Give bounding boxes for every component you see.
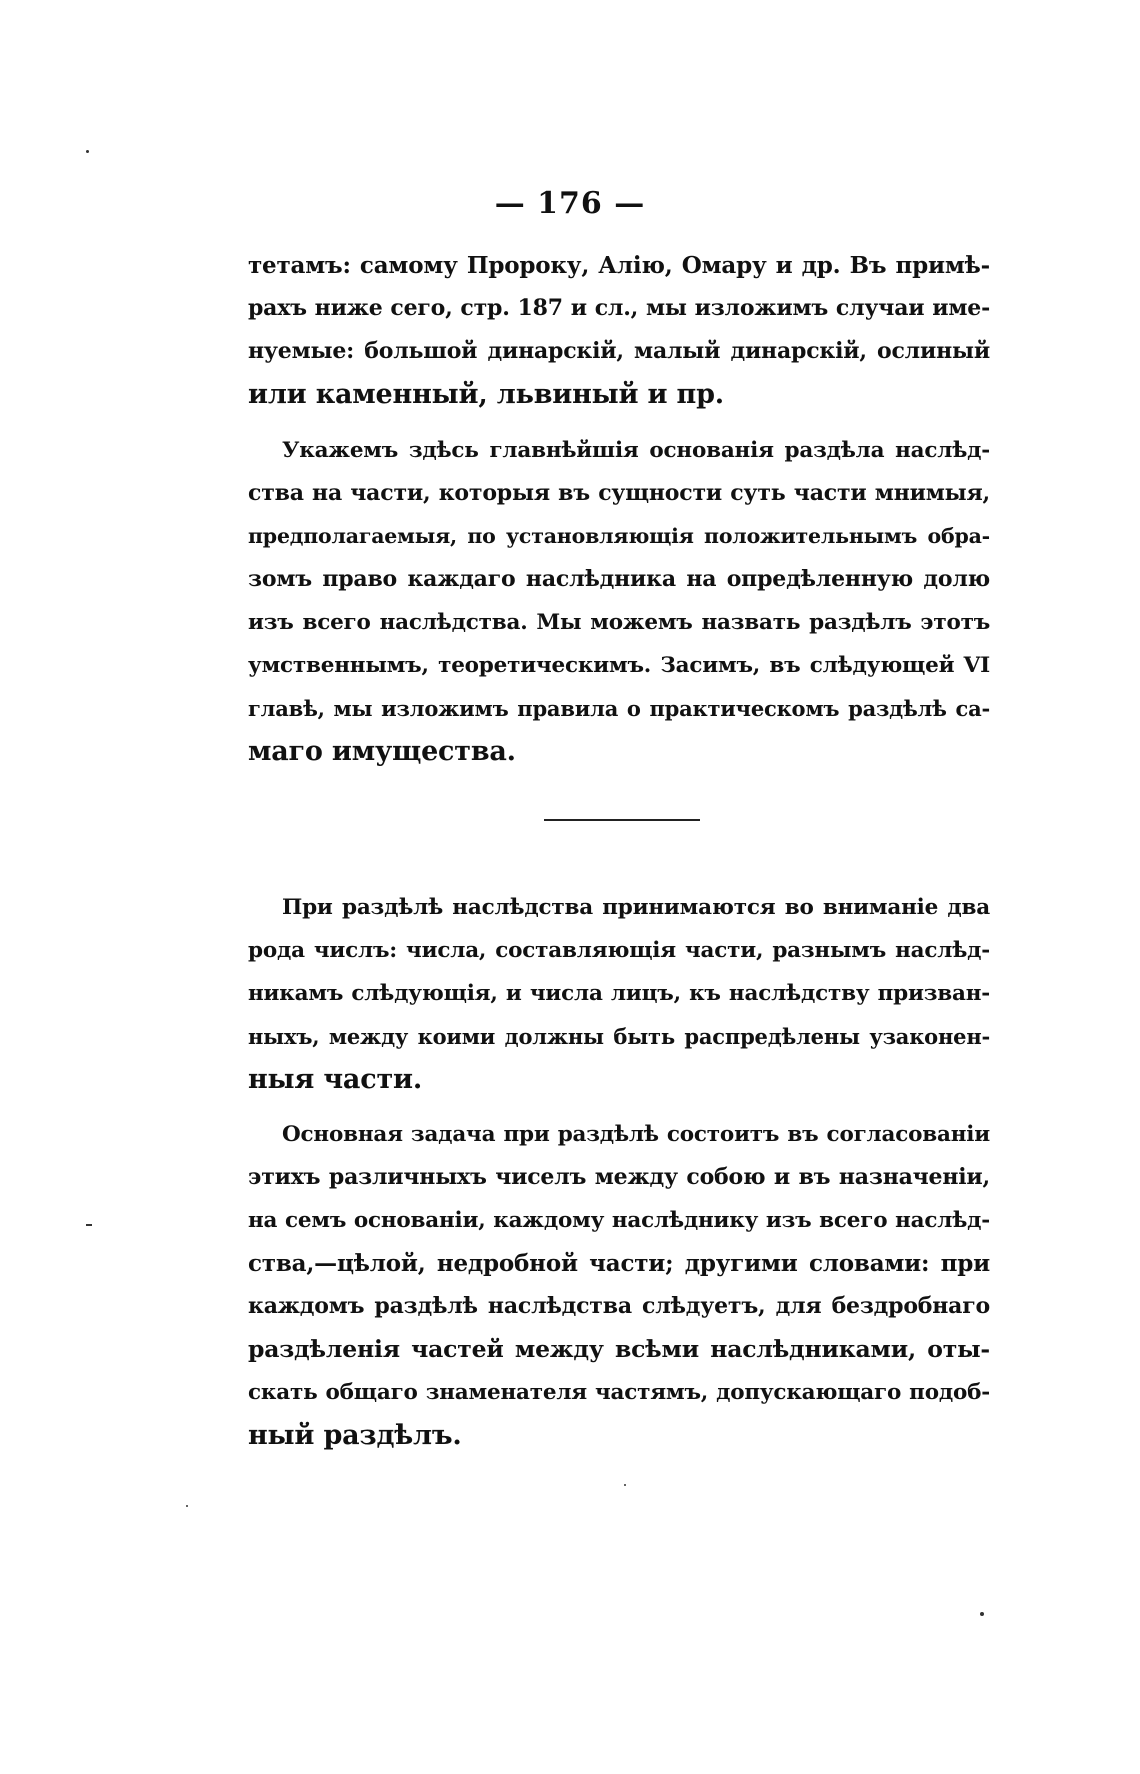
- text-line: Основная задача при раздѣлѣ состоитъ въ согласованіи: [282, 1122, 990, 1147]
- scan-speck: [186, 1505, 188, 1507]
- text-line: каждомъ раздѣлѣ наслѣдства слѣдуетъ, для бездробнаго: [248, 1293, 990, 1319]
- paragraph-2: [248, 429, 990, 773]
- page-number: — 176 —: [494, 186, 646, 221]
- text-line: зомъ право каждаго наслѣдника на опредѣленную долю: [248, 566, 990, 592]
- text-line: рахъ ниже сего, стр. 187 и сл., мы изложимъ случаи име-: [248, 295, 990, 321]
- text-line: скать общаго знаменателя частямъ, допускающаго подоб-: [248, 1380, 990, 1405]
- text-line: изъ всего наслѣдства. Мы можемъ назвать раздѣлъ этотъ: [248, 610, 990, 635]
- section-divider: [544, 819, 700, 821]
- text-line: ныхъ, между коими должны быть распредѣлены узаконен-: [248, 1024, 990, 1049]
- text-line: этихъ различныхъ чиселъ между собою и въ назначеніи,: [248, 1164, 990, 1190]
- text-line: маго имущества.: [248, 736, 516, 767]
- scan-speck: [86, 1224, 92, 1226]
- scan-speck: [86, 150, 89, 153]
- text-line: главѣ, мы изложимъ правила о практическомъ раздѣлѣ са-: [248, 696, 990, 721]
- text-line: ства на части, которыя въ сущности суть части мнимыя,: [248, 480, 990, 506]
- paragraph-4: [248, 1113, 990, 1457]
- text-line: Укажемъ здѣсь главнѣйшія основанія раздѣла наслѣд-: [282, 438, 990, 463]
- text-line: ныя части.: [248, 1064, 423, 1095]
- paragraph-1: [248, 244, 990, 416]
- text-line: никамъ слѣдующія, и числа лицъ, къ наслѣдству призван-: [248, 981, 990, 1006]
- text-line: или каменный, львиный и пр.: [248, 379, 724, 410]
- text-line: нуемые: большой динарскій, малый динарскій, ослиный: [248, 338, 990, 364]
- text-line: рода числъ: числа, составляющія части, разнымъ наслѣд-: [248, 938, 990, 963]
- text-line: При раздѣлѣ наслѣдства принимаются во вниманіе два: [282, 895, 990, 920]
- text-line: предполагаемыя, по установляющія положительнымъ обра-: [248, 524, 990, 548]
- paragraph-3: [248, 886, 990, 1101]
- text-line: на семъ основаніи, каждому наслѣднику изъ всего наслѣд-: [248, 1208, 990, 1233]
- scan-speck: [980, 1612, 984, 1616]
- text-line: тетамъ: самому Пророку, Алію, Омару и др. Въ примѣ-: [248, 252, 990, 279]
- text-line: ный раздѣлъ.: [248, 1420, 462, 1451]
- text-line: умственнымъ, теоретическимъ. Засимъ, въ слѣдующей VI: [248, 653, 990, 678]
- text-line: раздѣленія частей между всѣми наслѣдниками, оты-: [248, 1335, 990, 1363]
- text-line: ства,—цѣлой, недробной части; другими словами: при: [248, 1250, 990, 1277]
- scan-speck: [624, 1484, 626, 1486]
